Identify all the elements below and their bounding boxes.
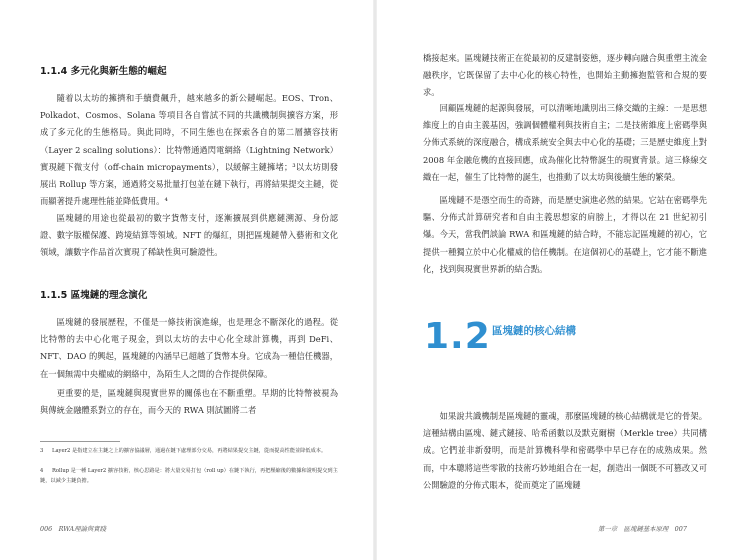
section-number: 1.2 xyxy=(424,316,491,357)
paragraph: 隨着以太坊的擁擠和手續費飆升，越來越多的新公鏈崛起。EOS、Tron、Polkadot、Cosmos、Solana 等項目各自嘗試不同的共識機制與擴容方案，形成了多元化的生態格局。與此同時，不同生態也在探索各自的第二層擴容技術（Layer 2 scaling solutions）：比特幣通過閃電網絡（Lightning Network）實現鏈下微支付（off-chain micropayments），以緩解主鏈擁堵；³以太坊則發展出 Rollup 等方案，通過將交易批量打包並在鏈下執行，再將結果提交主鏈，從而顯著提升處理性能並降低費用。⁴ xyxy=(40,93,338,207)
footnote-4 xyxy=(40,467,338,487)
left-page-footer: 006 RWA理論與實踐 xyxy=(40,525,107,533)
footnote-divider xyxy=(40,441,120,442)
footnote-number: 4 xyxy=(40,468,44,474)
right-page-footer: 第一章 區塊鏈基本原理 007 xyxy=(598,525,687,533)
paragraph: 區塊鏈的發展歷程，不僅是一條技術演進線，也是理念不斷深化的過程。從比特幣的去中心化電子現金，到以太坊的去中心化全球計算機，再到 DeFi、NFT、DAO 的興起，區塊鏈的內涵早已超越了貨幣本身。它成為一種信任機器，在一個無需中央權威的網絡中，為陌生人之間的合作提供保障。 xyxy=(40,317,338,379)
paragraph: 更重要的是，區塊鏈與現實世界的關係也在不斷重塑。早期的比特幣被視為與傳統金融體系對立的存在，而今天的 RWA 則試圖將二者 xyxy=(40,388,338,416)
paragraph: 如果說共識機制是區塊鏈的靈魂，那麼區塊鏈的核心結構就是它的骨架。這種結構由區塊、鏈式鏈接、哈希函數以及默克爾樹（Merkle tree）共同構成。它們並非新發明，而是計算機科學和密碼學中早已存在的成熟成果。然而，中本聰將這些零散的技術巧妙地組合在一起，創造出一個既不可篡改又可公開驗證的分佈式賬本，從而奠定了區塊鏈 xyxy=(423,411,707,490)
heading-1-1-4: 1.1.4 多元化與新生態的崛起 xyxy=(40,66,167,77)
footnote-text: Layer2 是指建立在主鏈之上的擴容協議層，通過在鏈下處理部分交易，再將結果提交主鏈，從而提高性能並降低成本。 xyxy=(52,448,327,454)
paragraph: 區塊鏈不是憑空而生的奇跡，而是歷史演進必然的結果。它站在密碼學先驅、分佈式計算研究者和自由主義思想家的肩膀上，才得以在 21 世紀初引爆。今天，當我們談論 RWA 和區塊鏈的結合時，不能忘記區塊鏈的初心，它提供一種獨立於中心化權威的信任機制。在這個初心的基礎上，它才能不斷進化，找到與現實世界新的結合點。 xyxy=(423,195,707,274)
footnote-text: Rollup 是一種 Layer2 擴容技術，核心思路是：將大量交易打包（roll up）在鏈下執行，再把壓縮後的數據和證明提交到主鏈，以減少主鏈負擔。 xyxy=(40,468,338,484)
footnote-3 xyxy=(40,447,338,457)
section-title: 區塊鏈的核心結構 xyxy=(492,325,576,337)
paragraph: 回顧區塊鏈的起源與發展，可以清晰地識別出三條交織的主線：一是思想維度上的自由主義基因，強調個體權利與技術自主；二是技術維度上密碼學與分佈式系統的深度融合，構成系統安全與去中心化的基礎；三是歷史維度上對 2008 年金融危機的直接回應，成為催化比特幣誕生的現實背景。這三條線交織在一起，催生了比特幣的誕生，也推動了以太坊與後續生態的繁榮。 xyxy=(423,103,707,182)
paragraph: 區塊鏈的用途也從最初的數字貨幣支付，逐漸擴展到供應鏈溯源、身份認證、數字版權保護、跨境結算等領域。NFT 的爆紅，則把區塊鏈帶入藝術和文化領域，讓數字作品首次實現了稀缺性與可驗證性。 xyxy=(40,213,338,258)
paragraph: 橋接起來。區塊鏈技術正在從最初的反建制姿態，逐步轉向融合與重塑主流金融秩序，它既保留了去中心化的核心特性，也開始主動擁抱監管和合規的要求。 xyxy=(423,53,707,98)
heading-1-1-5: 1.1.5 區塊鏈的理念演化 xyxy=(40,290,148,301)
footnote-number: 3 xyxy=(40,448,44,454)
